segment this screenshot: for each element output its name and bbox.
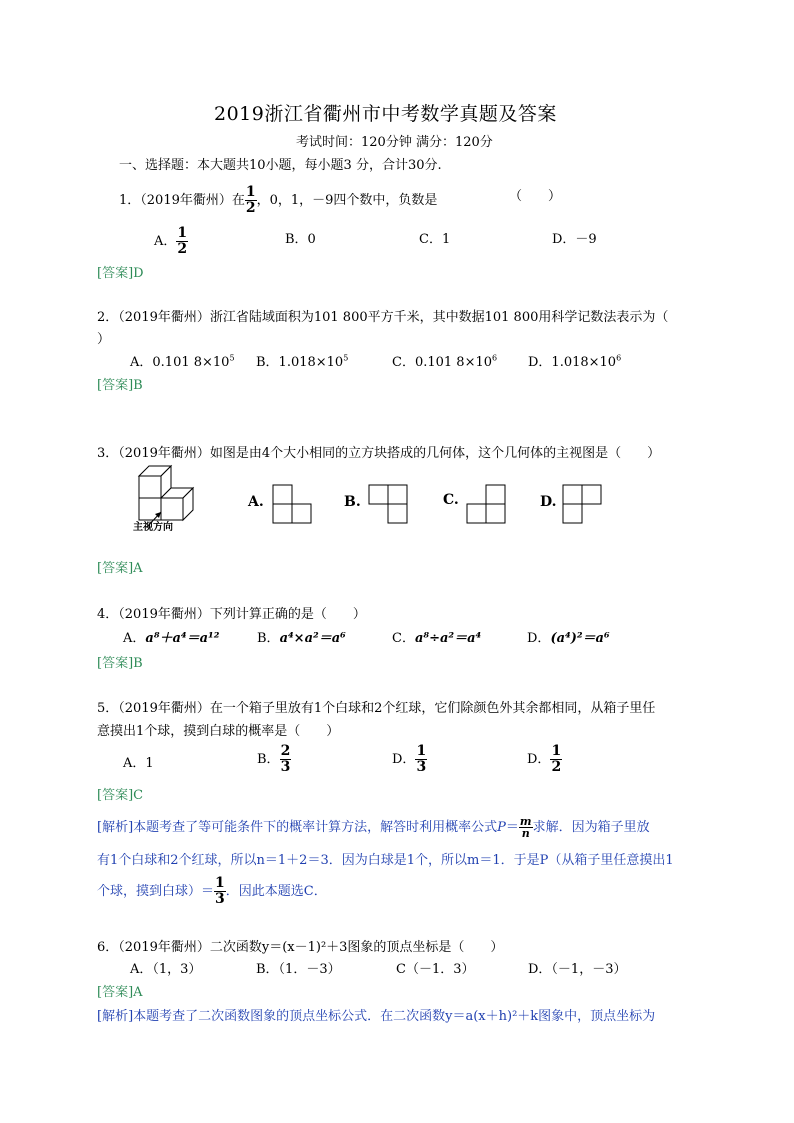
q1-option-a [154,226,188,257]
q4-optc-label: C． [392,631,415,646]
q5-exp1-num: m [519,815,532,828]
q6-explanation: [解析]本题考查了二次函数图象的顶点坐标公式．在二次函数y＝a(x＋h)²＋k图象中，顶点坐标为 [97,1009,656,1024]
q5-exp1-text-b: 求解．因为箱子里放 [532,820,650,835]
q5-optd-frac [550,744,562,775]
q5-explanation-line1 [97,816,650,839]
q4-optd-math: (a⁴)²＝a⁶ [550,631,610,646]
q2-opta-text: A．0.101 8×10 [130,355,230,370]
q5-explanation-line2: 有1个白球和2个红球，所以n＝1＋2＝3．因为白球是1个，所以m＝1．于是P（从箱子里任意摸出1 [97,853,674,868]
q2-optd-text: D．1.018×10 [528,355,617,370]
q6-stem: 6．（2019年衢州）二次函数y＝(x－1)²＋3图象的顶点坐标是（ ） [97,940,504,955]
q5-option-c [392,744,427,775]
q5-stem-line1: 5．（2019年衢州）在一个箱子里放有1个白球和2个红球，它们除颜色外其余都相同，从箱子里任 [97,701,656,716]
q1-opta-num: 1 [177,225,188,241]
exam-info: 考试时间：120分钟 满分：120分 [296,135,493,150]
q6-option-c: C（－1．3） [396,962,475,977]
q5-exp1-frac [519,816,533,839]
q2-optd-exp: 6 [616,353,622,363]
q3-option-c-label: C. [443,492,459,508]
q1-option-a-label: A． [154,234,177,249]
q5-optc-label: D． [392,752,416,767]
q5-optb-label: B． [257,752,280,767]
q1-frac-num: 1 [245,184,256,200]
q3-stem: 3．（2019年衢州）如图是由4个大小相同的立方块搭成的几何体，这个几何体的主视图是（ ） [97,446,661,461]
q2-optb-text: B．1.018×10 [256,355,344,370]
q4-opta-label: A． [123,631,146,646]
q2-opta-exp: 5 [229,353,235,363]
q1-option-d: D．－9 [552,232,597,247]
q5-optc-num: 1 [416,743,427,759]
q3-option-b-label: B. [344,494,361,510]
q2-option-b [256,351,348,370]
q5-optd-label: D． [527,752,551,767]
q2-optb-exp: 5 [343,353,349,363]
q6-answer: [答案]A [97,985,143,1000]
q5-optc-frac [415,744,427,775]
q5-exp3-num: 1 [215,875,225,891]
q5-exp3-den: 3 [215,891,225,907]
q5-exp3-text-a: 个球，摸到白球）＝ [97,884,215,899]
q1-option-a-frac [176,226,188,257]
q2-option-c [392,351,497,370]
q6-option-d: D．（－1，－3） [528,962,627,977]
q4-option-b [257,627,346,646]
q2-answer: [答案]B [97,378,143,393]
q5-exp1-den: n [521,827,530,840]
q5-optd-den: 2 [551,759,562,775]
q1-option-c: C．1 [419,232,451,247]
q5-option-b [257,744,291,775]
q5-optb-num: 2 [280,743,291,759]
q5-optb-den: 3 [280,759,291,775]
q4-optb-math: a⁴×a²＝a⁶ [279,631,346,646]
q5-exp1-p: P [497,820,506,835]
q1-stem [119,185,437,216]
q5-explanation-line3 [97,876,327,907]
section-heading: 一、选择题：本大题共10小题，每小题3 分，合计30分. [119,158,442,173]
q4-optd-label: D． [527,631,551,646]
q6-option-b: B．（1．－3） [256,962,341,977]
q1-stem-b: ，0，1，－9四个数中，负数是 [256,193,438,208]
q3-answer: [答案]A [97,561,143,576]
view-direction-label: 主视方向 [133,522,173,533]
q5-optc-den: 3 [416,759,427,775]
q3-option-a-figure [272,484,312,524]
q5-option-a: A．1 [123,756,154,771]
q3-option-a-label: A. [248,494,264,510]
q5-exp1-text-a: [解析]本题考查了等可能条件下的概率计算方法，解答时利用概率公式 [97,820,498,835]
q4-optc-math: a⁸÷a²＝a⁴ [414,631,482,646]
q3-option-c-figure [466,484,506,524]
q6-option-a: A．（1，3） [130,962,202,977]
q1-frac-den: 2 [245,200,256,216]
page-title: 2019浙江省衢州市中考数学真题及答案 [214,103,557,125]
q5-exp3-text-b: ．因此本题选C． [225,884,327,899]
q1-stem-a: 1．（2019年衢州）在 [119,193,245,208]
q5-stem-line2: 意摸出1个球，摸到白球的概率是（ ） [97,724,340,739]
q4-opta-math: a⁸＋a⁴＝a¹² [145,631,220,646]
q4-option-c [392,627,481,646]
q5-exp3-frac [214,876,226,907]
q1-fraction [245,185,257,216]
q3-option-d-figure [562,484,602,524]
q4-option-d [527,627,610,646]
q5-optd-num: 1 [551,743,562,759]
q2-stem-end: ） [97,332,111,347]
q5-optb-frac [280,744,292,775]
q5-exp1-eq: ＝ [505,820,519,835]
q1-option-b: B．0 [285,232,316,247]
q1-paren: （ ） [509,189,562,204]
q5-option-d [527,744,562,775]
q2-optc-exp: 6 [492,353,498,363]
q4-optb-label: B． [257,631,280,646]
q2-stem: 2．（2019年衢州）浙江省陆域面积为101 800平方千米，其中数据101 800用科学记数法表示为（ [97,310,669,325]
q5-answer: [答案]C [97,788,144,803]
q2-option-d [528,351,621,370]
q1-opta-den: 2 [177,241,188,257]
q4-option-a [123,627,219,646]
q3-option-b-figure [368,484,408,524]
q3-option-d-label: D. [540,494,557,510]
q2-option-a [130,351,235,370]
q4-answer: [答案]B [97,656,143,671]
q2-optc-text: C．0.101 8×10 [392,355,493,370]
q1-answer: [答案]D [97,266,144,281]
q4-stem: 4．（2019年衢州）下列计算正确的是（ ） [97,607,366,622]
